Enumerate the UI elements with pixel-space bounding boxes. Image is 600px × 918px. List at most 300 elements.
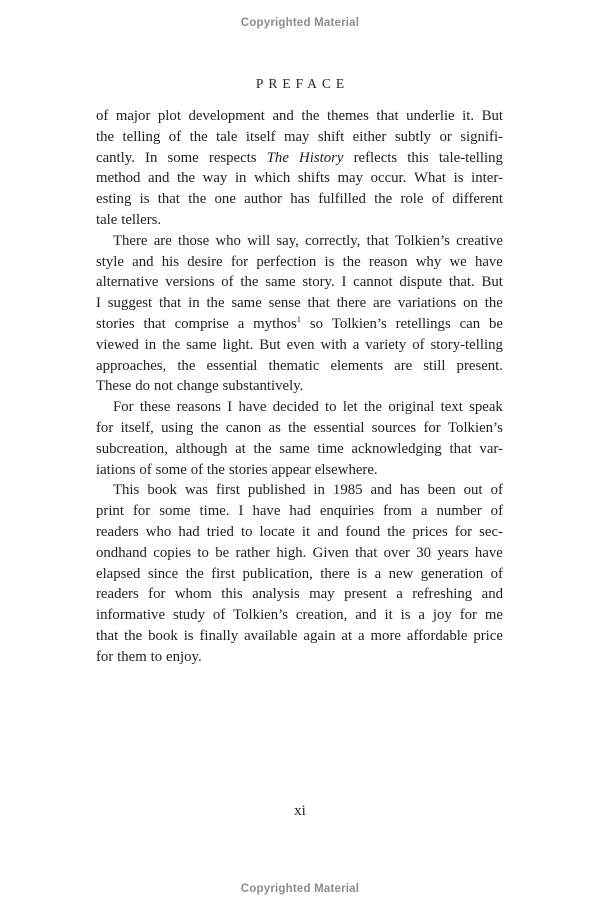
word: of [490,482,503,499]
word: even [286,336,315,353]
word: for [148,586,166,603]
word: let [342,399,358,416]
word: them [117,648,147,665]
word: have [474,253,503,270]
word: for [423,419,441,436]
word: History [299,149,344,166]
word: time [317,440,344,457]
text-line [96,189,503,210]
word: 1985 [332,482,363,499]
word: stories [96,315,135,332]
word: Tolkien’s [395,232,450,249]
word: change [176,378,219,395]
word: role [400,191,424,208]
text-line [96,460,503,481]
word: is [400,607,411,624]
word: of [431,191,445,208]
word: new [388,565,414,582]
word: a [396,586,403,603]
word: correctly, [305,232,361,249]
word: the [188,191,207,208]
word: is [183,627,194,644]
word: signifi- [460,128,503,145]
word: occur. [370,170,407,187]
word: I [227,399,233,416]
word: This [113,482,140,499]
word: in [144,336,157,353]
word: may [283,128,310,145]
word: method [96,170,141,187]
word: is [139,191,150,208]
word: subcreation, [96,440,168,457]
text-line [96,231,503,252]
text-line [96,356,503,377]
word: time. [199,503,230,520]
word: In [145,149,158,166]
word: for [96,648,114,665]
word: I [341,274,347,291]
word: enquiries [319,503,375,520]
word: there [336,295,367,312]
word: a [358,627,365,644]
word: Tolkien’s [331,315,387,332]
word: can [459,315,481,332]
word: the [387,523,406,540]
word: for [230,253,249,270]
word: in [188,295,200,312]
word: viewed [96,336,139,353]
word: story. [302,274,335,291]
word: rather [235,544,271,561]
word: mythos$^1$ [253,314,301,332]
word: versions [165,274,215,291]
word: although [175,440,228,457]
word: have [252,503,281,520]
word: inter- [471,170,503,187]
word: why [415,253,442,270]
word: that. [448,274,475,291]
word: var- [479,440,503,457]
word: respects [208,149,257,166]
word: published [247,482,306,499]
word: some [155,461,187,478]
word: informative [96,607,166,624]
word: the [342,253,361,270]
text-line [96,335,503,356]
word: to [197,544,209,561]
word: tale-telling [438,149,503,166]
word: with [320,336,347,353]
word: the [484,295,503,312]
word: the [96,128,115,145]
paragraph [96,106,503,231]
word: and [481,586,503,603]
word: thematic [268,357,320,374]
word: major [115,108,151,124]
word: either [352,128,387,145]
word: this [407,149,429,166]
word: high. [276,544,307,561]
word: refreshing [412,586,473,603]
word: and [370,482,392,499]
word: essential [206,357,258,374]
word: are [394,357,413,374]
word: that [376,108,399,124]
text-line [96,418,503,439]
word: for [459,607,477,624]
word: some [167,149,199,166]
word: there [320,565,350,582]
word: over [383,544,410,561]
word: style [96,253,124,270]
word: There [113,232,148,249]
word: out [463,482,483,499]
word: the [253,440,272,457]
word: still [423,357,446,374]
word: Tolkien’s [233,607,289,624]
word: and [317,523,339,540]
word: different [452,191,503,208]
word: may [309,586,335,603]
word: do [135,378,151,395]
word: iations [96,461,136,478]
word: who [215,232,241,249]
word: at [235,440,246,457]
word: desire [187,253,223,270]
word: and [148,170,170,187]
text-line [96,647,503,668]
word: it [384,607,393,624]
word: prices [412,523,448,540]
word: book [147,482,177,499]
word: we [449,253,467,270]
word: have [238,399,267,416]
word: been [427,482,456,499]
text-line [96,148,503,169]
word: variations [397,295,457,312]
word: who [145,523,172,540]
word: the [206,461,225,478]
word: alternative [96,274,159,291]
word: from [383,503,412,520]
word: reason [368,253,408,270]
text-line [96,376,503,397]
word: the [176,170,196,187]
word: the [240,274,259,291]
word: development [188,108,265,124]
word: reasons [176,399,221,416]
text-line [96,543,503,564]
word: a [420,503,428,520]
word: tellers. [121,211,162,228]
word: is [357,565,368,582]
word: the [177,357,196,374]
word: that [159,295,182,312]
word: But [259,336,281,353]
word: canon [225,419,262,436]
word: of [490,503,503,520]
word: itself, [120,419,154,436]
word: finally [199,627,239,644]
word: cannot [353,274,393,291]
word: and [132,253,154,270]
word: elsewhere. [314,461,378,478]
word: cantly. [96,149,135,166]
word: same [279,440,310,457]
word: has [290,191,310,208]
word: study [172,607,206,624]
word: I [96,295,101,312]
word: enjoy. [166,648,202,665]
word: readers [96,586,139,603]
word: it [301,523,311,540]
word: sense [268,295,301,312]
word: in [234,170,247,187]
word: will [247,232,271,249]
word: itself [245,128,276,145]
word: substantively. [222,378,304,395]
word: years [437,544,469,561]
copyright-notice-bottom: Copyrighted Material [240,883,360,895]
word: the [185,565,204,582]
text-line [96,480,503,501]
word: shift [317,128,345,145]
word: of [190,461,204,478]
word: the [124,627,143,644]
text-line [96,272,503,293]
text-line [96,564,503,585]
word: present. [456,357,503,374]
word: esting [96,191,132,208]
word: But [481,108,503,124]
word: analysis [252,586,300,603]
word: perfection [256,253,317,270]
word: more [370,627,401,644]
word: telling [122,128,161,145]
text-line [96,293,503,314]
text-line [96,584,503,605]
word: elapsed [96,565,141,582]
word: a [352,336,360,353]
word: or [439,128,452,145]
word: so [309,315,324,332]
word: that [157,191,180,208]
word: these [139,399,171,416]
word: that [355,544,378,561]
word: fulfilled [318,191,366,208]
word: affordable [406,627,468,644]
word: But [481,274,503,291]
word: of [139,461,152,478]
word: a [374,565,382,582]
word: of [221,274,234,291]
word: generation [420,565,484,582]
word: the [162,336,181,353]
page-number: xi [294,803,306,819]
word: me [484,607,503,624]
copyright-notice-top: Copyrighted Material [240,17,360,29]
word: stories [228,461,268,478]
word: print [96,503,124,520]
word: light. [222,336,254,353]
word: and [272,108,294,124]
word: the [363,399,383,416]
word: way [202,170,228,187]
word: not [153,378,173,395]
word: the [200,419,219,436]
word: same [231,295,262,312]
word: for [454,523,473,540]
word: These [96,378,132,395]
word: say, [276,232,299,249]
word: of [168,128,182,145]
text-line [96,252,503,273]
paragraph [96,480,503,667]
word: Given [312,544,349,561]
word: number [436,503,482,520]
word: 30 [416,544,432,561]
word: to [150,648,163,665]
word: the [374,191,393,208]
text-line [96,397,503,418]
paragraph [96,397,503,480]
word: be [215,544,230,561]
text-line [96,626,503,647]
word: had [289,503,311,520]
word: comprise [174,315,229,332]
word: price [473,627,503,644]
word: first [211,565,236,582]
word: I [238,503,244,520]
word: a [237,315,245,332]
word: story-telling [430,336,503,353]
word: to [240,523,253,540]
word: that [307,295,330,312]
word: a [418,607,425,624]
word: reflects [353,149,398,166]
word: essential [313,419,365,436]
word: that [96,627,119,644]
text-line [96,210,503,231]
word: The [266,149,289,166]
word: that [366,232,389,249]
word: which [254,170,291,187]
paragraph [96,231,503,397]
word: are [153,232,172,249]
word: one [214,191,236,208]
word: book [148,627,178,644]
word: tale [216,128,238,145]
word: tried [206,523,234,540]
word: plot [157,108,181,124]
word: to [325,399,337,416]
word: of [490,565,503,582]
word: acknowledging [351,440,442,457]
word: creation, [295,607,348,624]
word: What [413,170,447,187]
word: sources [371,419,417,436]
word: in [313,482,325,499]
word: sec- [479,523,503,540]
word: since [147,565,179,582]
word: readers [96,523,139,540]
word: dispute [399,274,443,291]
word: underlie [406,108,455,124]
text-line [96,439,503,460]
word: as [268,419,281,436]
word: and [355,607,377,624]
word: was [184,482,208,499]
chapter-heading: PREFACE [255,76,350,91]
word: the [301,108,320,124]
word: may [337,170,364,187]
text-line [96,106,503,127]
word: elements [330,357,384,374]
word: his [161,253,180,270]
word: For [113,399,134,416]
word: this [221,586,243,603]
text-line [96,168,503,189]
word: it. [462,108,475,124]
text-line [96,127,503,148]
word: approaches, [96,357,167,374]
word: again [303,627,336,644]
word: present [344,586,387,603]
word: that [143,315,166,332]
word: shifts [297,170,330,187]
word: available [244,627,298,644]
word: the [189,128,208,145]
word: copies [153,544,192,561]
word: for [96,419,114,436]
word: Tolkien’s [448,419,503,436]
word: appear [271,461,311,478]
word: on [463,295,478,312]
word: at [341,627,353,644]
word: the [288,419,307,436]
word: same [265,274,296,291]
word: of [412,336,425,353]
word: ondhand [96,544,147,561]
word: speak [469,399,503,416]
text-line [96,314,503,335]
word: those [178,232,210,249]
word: have [474,544,503,561]
word: for [132,503,151,520]
text-line [96,501,503,522]
word: decided [272,399,319,416]
word: publication, [242,565,313,582]
word: text [440,399,463,416]
word: joy [432,607,452,624]
word: subtly [394,128,431,145]
word: has [399,482,420,499]
word: whom [174,586,212,603]
text-line [96,522,503,543]
word: is [453,170,464,187]
word: original [388,399,435,416]
word: be [489,315,503,332]
word: are [372,295,392,312]
word: the [206,295,225,312]
word: some [159,503,191,520]
word: first [215,482,240,499]
word: of [96,108,109,124]
word: variety [365,336,407,353]
word: using [161,419,194,436]
word: is [324,253,335,270]
word: suggest [107,295,153,312]
